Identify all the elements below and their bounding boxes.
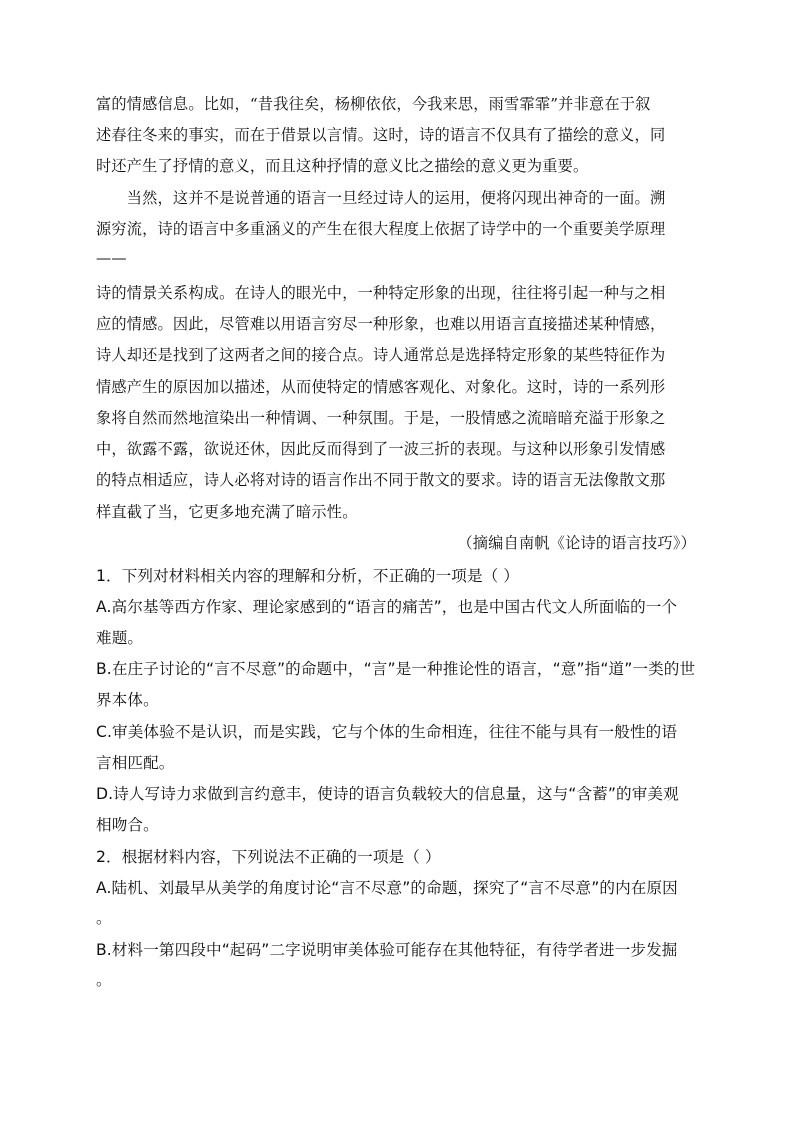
passage-dash: ——: [96, 249, 127, 267]
question-1-stem: 1．下列对材料相关内容的理解和分析，不正确的一项是（ ）: [96, 567, 520, 585]
question-2-option-b-cont: 。: [96, 971, 112, 989]
passage-line: 时还产生了抒情的意义，而且这种抒情的意义比之描绘的意义更为重要。: [96, 157, 589, 175]
passage-line: 诗人却还是找到了这两者之间的接合点。诗人通常总是选择特定形象的某些特征作为: [96, 346, 666, 364]
question-1-option-b: B.在庄子讨论的“言不尽意”的命题中，“言”是一种推论性的语言，“意”指“道”一类的世: [96, 660, 696, 678]
question-1-option-c: C.审美体验不是认识，而是实践，它与个体的生命相连，往往不能与具有一般性的语: [96, 723, 678, 741]
question-2-option-b: B.材料一第四段中“起码”二字说明审美体验可能存在其他特征，有待学者进一步发掘: [96, 941, 678, 959]
question-2-stem: 2．根据材料内容，下列说法不正确的一项是（ ）: [96, 848, 441, 866]
question-2-option-a-cont: 。: [96, 909, 112, 927]
passage-line: 的特点相适应，诗人必将对诗的语言作出不同于散文的要求。诗的语言无法像散文那: [96, 471, 666, 489]
question-1-option-b-cont: 界本体。: [96, 691, 159, 709]
passage-line: 诗的情景关系构成。在诗人的眼光中，一种特定形象的出现，往往将引起一种与之相: [96, 284, 666, 302]
passage-line: 象将自然而然地渲染出一种情调、一种氛围。于是，一股情感之流暗暗充溢于形象之: [96, 409, 666, 427]
question-1-option-d-cont: 相吻合。: [96, 816, 159, 834]
question-1-option-d: D.诗人写诗力求做到言约意丰，使诗的语言负载较大的信息量，这与“含蓄”的审美观: [96, 785, 679, 803]
passage-line: 述春往冬来的事实，而在于借景以言情。这时，诗的语言不仅具有了描绘的意义，同: [96, 126, 666, 144]
passage-line: 样直截了当，它更多地充满了暗示性。: [96, 503, 358, 521]
passage-line: 应的情感。因此，尽管难以用语言穷尽一种形象，也难以用语言直接描述某种情感，: [96, 315, 666, 333]
passage-line: 源穷流，诗的语言中多重涵义的产生在很大程度上依据了诗学中的一个重要美学原理: [96, 220, 666, 238]
question-1-option-a-cont: 难题。: [96, 629, 144, 647]
passage-line: 情感产生的原因加以描述，从而使特定的情感客观化、对象化。这时，诗的一系列形: [96, 378, 666, 396]
passage-source: （摘编自南帆《论诗的语言技巧》）: [457, 534, 696, 552]
question-1-option-c-cont: 言相匹配。: [96, 754, 175, 772]
passage-line: 富的情感信息。比如，“昔我往矣，杨柳依依，今我来思，雨雪霏霏”并非意在于叙: [96, 95, 651, 113]
question-1-option-a: A.高尔基等西方作家、理论家感到的“语言的痛苦”，也是中国古代文人所面临的一个: [96, 598, 678, 616]
question-2-option-a: A.陆机、刘最早从美学的角度讨论“言不尽意”的命题，探究了“言不尽意”的内在原因: [96, 879, 678, 897]
passage-line: 当然，这并不是说普通的语言一旦经过诗人的运用，便将闪现出神奇的一面。溯: [96, 189, 666, 207]
passage-line: 中，欲露不露，欲说还休，因此反而得到了一波三折的表现。与这种以形象引发情感: [96, 440, 666, 458]
